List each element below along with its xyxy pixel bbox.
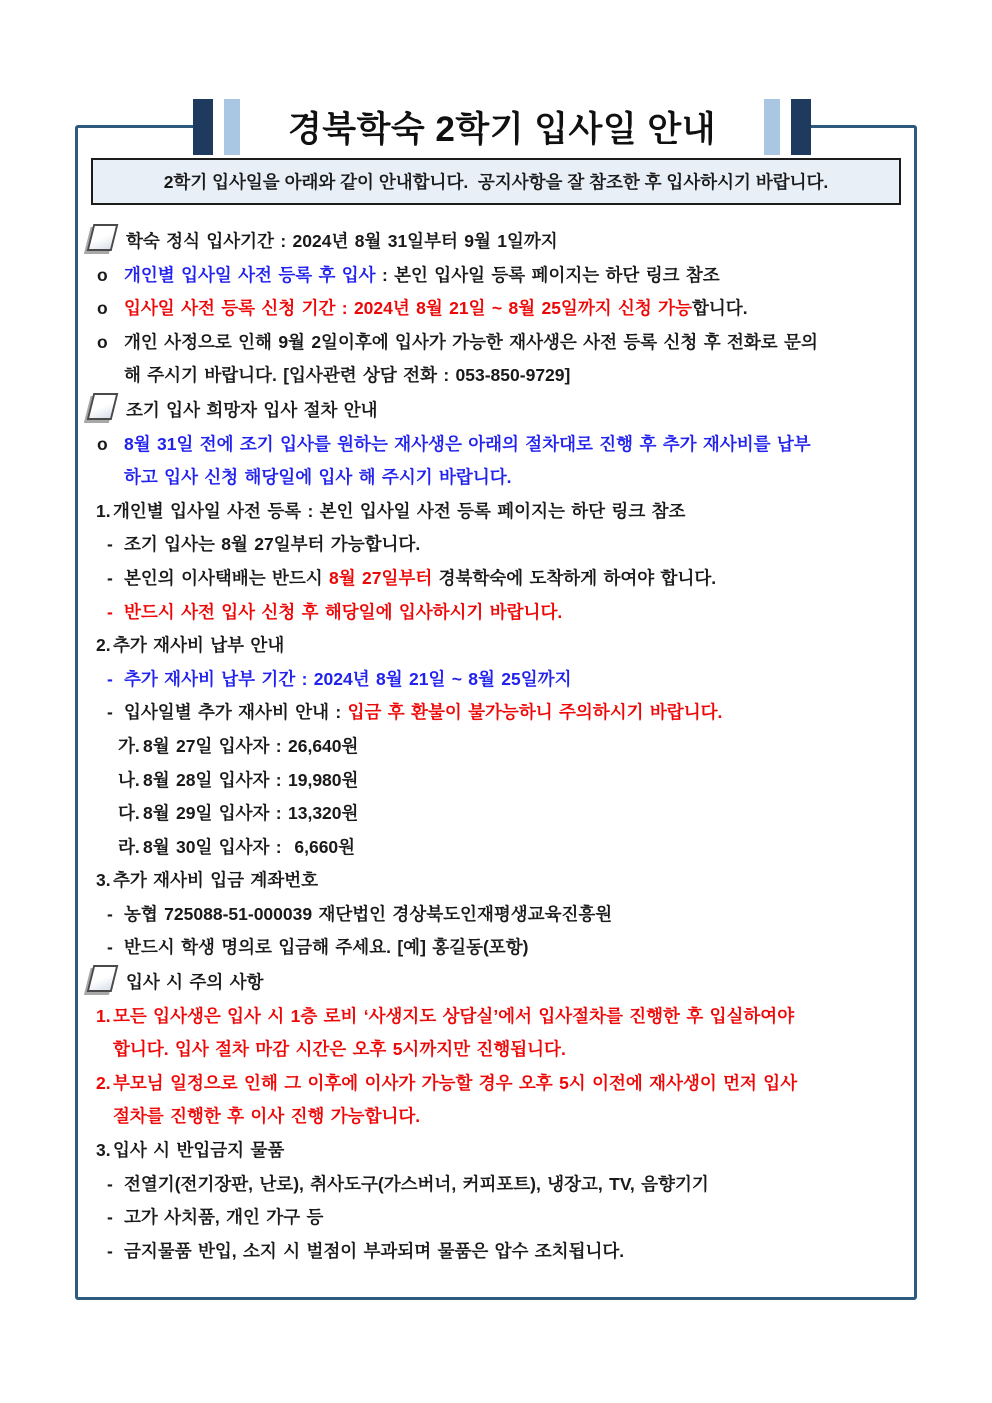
text-segment: 농협 725088-51-000039 재단법인 경상북도인재평생교육진흥원 (124, 903, 613, 924)
text-segment: 금지물품 반입, 소지 시 벌점이 부과되며 물품은 압수 조치됩니다. (124, 1240, 625, 1261)
list-marker: o (97, 298, 108, 319)
list-marker: 가. (118, 735, 140, 756)
text-segment: 반드시 학생 명의로 입금해 주세요. [예] 홍길동(포항) (124, 937, 529, 958)
section-heading (78, 393, 914, 428)
doc-line (78, 359, 914, 393)
doc-line (78, 831, 914, 865)
text-segment: 합니다. (692, 298, 748, 319)
doc-line (78, 663, 914, 697)
text-segment: 추가 재사비 입금 계좌번호 (113, 870, 319, 891)
list-marker: o (97, 264, 108, 285)
doc-line (78, 1235, 914, 1269)
list-marker: - (107, 937, 113, 958)
text-segment: 입사 시 반입금지 물품 (113, 1140, 285, 1161)
subtitle-banner (91, 158, 901, 205)
doc-line (78, 495, 914, 529)
note-icon (87, 224, 119, 251)
text-segment: 입사일 사전 등록 신청 기간 : 2024년 8월 21일 ~ 8월 25일까지 신청 가능 (124, 298, 692, 319)
doc-line (78, 428, 914, 462)
list-marker: 2. (96, 1072, 111, 1093)
text-segment: 개인별 입사일 사전 등록 : 본인 입사일 사전 등록 페이지는 하단 링크 참조 (113, 500, 686, 521)
subtitle-text: 2학기 입사일을 아래와 같이 안내합니다. 공지사항을 잘 참조한 후 입사하시기 바랍니다. (163, 172, 829, 192)
text-segment: 하고 입사 신청 해당일에 입사 해 주시기 바랍니다. (124, 467, 512, 488)
text-segment: 8월 28일 입사자 : 19,980원 (143, 769, 359, 790)
doc-line (78, 931, 914, 965)
text-segment: 합니다. 입사 절차 마감 시간은 오후 5시까지만 진행됩니다. (113, 1039, 566, 1060)
doc-line (78, 898, 914, 932)
text-segment: 입금 후 환불이 불가능하니 주의하시기 바랍니다. (347, 702, 723, 723)
section-heading (78, 224, 914, 259)
text-segment: 개인 사정으로 인해 9월 2일이후에 입사가 가능한 재사생은 사전 등록 신청 후 전화로 문의 (124, 331, 818, 352)
doc-line (78, 797, 914, 831)
document-frame (75, 125, 917, 1300)
doc-line (78, 292, 914, 326)
text-segment: 8월 29일 입사자 : 13,320원 (143, 803, 359, 824)
doc-body (78, 224, 914, 1268)
text-segment: 부모님 일정으로 인해 그 이후에 이사가 가능할 경우 오후 5시 이전에 재사생이 먼저 입사 (113, 1072, 798, 1093)
list-marker: 2. (96, 635, 111, 656)
list-marker: 1. (96, 500, 111, 521)
list-marker: - (107, 1207, 113, 1228)
list-marker: o (97, 331, 108, 352)
list-marker: 3. (96, 1140, 111, 1161)
doc-line (78, 461, 914, 495)
doc-line (78, 1100, 914, 1134)
text-segment: 경북학숙에 도착하게 하여야 합니다. (438, 567, 717, 588)
text-segment: 추가 재사비 납부 기간 : 2024년 8월 21일 ~ 8월 25일까지 (124, 668, 572, 689)
list-marker: o (97, 433, 108, 454)
list-marker: 3. (96, 870, 111, 891)
text-segment: 조기 입사는 8월 27일부터 가능합니다. (124, 534, 421, 555)
text-segment: 모든 입사생은 입사 시 1층 로비 ‘사생지도 상담실’에서 입사절차를 진행한 후 입실하여야 (113, 1005, 795, 1026)
note-icon (87, 393, 119, 420)
text-segment: 8월 31일 전에 조기 입사를 원하는 재사생은 아래의 절차대로 진행 후 추가 재사비를 납부 (124, 433, 811, 454)
text-segment: 8월 30일 입사자 : 6,660원 (143, 836, 356, 857)
text-segment: 개인별 입사일 사전 등록 후 입사 (124, 264, 376, 285)
list-marker: 1. (96, 1005, 111, 1026)
list-marker: - (107, 668, 113, 689)
section-heading (78, 965, 914, 1000)
text-segment: 전열기(전기장판, 난로), 취사도구(가스버너, 커피포트), 냉장고, TV, 음향기기 (124, 1173, 709, 1194)
title-accent-bar-dark-right (791, 99, 811, 155)
doc-line (78, 764, 914, 798)
doc-line (78, 629, 914, 663)
list-marker: 라. (118, 836, 140, 857)
text-segment: 반드시 사전 입사 신청 후 해당일에 입사하시기 바랍니다. (124, 601, 563, 622)
doc-line (78, 1168, 914, 1202)
doc-line (78, 259, 914, 293)
note-icon (87, 965, 119, 992)
text-segment: 고가 사치품, 개인 가구 등 (124, 1207, 324, 1228)
doc-line (78, 696, 914, 730)
doc-line (78, 596, 914, 630)
list-marker: - (107, 567, 113, 588)
doc-line (78, 528, 914, 562)
list-marker: - (107, 903, 113, 924)
title-accent-bar-light-left (224, 99, 240, 155)
doc-line (78, 1033, 914, 1067)
doc-line (78, 326, 914, 360)
doc-line (78, 1134, 914, 1168)
title-strip (193, 96, 811, 158)
title-accent-bar-light-right (764, 99, 780, 155)
text-segment: 입사 시 주의 사항 (126, 972, 264, 993)
doc-line (78, 864, 914, 898)
text-segment: : 본인 입사일 등록 페이지는 하단 링크 참조 (375, 264, 720, 285)
list-marker: - (107, 1173, 113, 1194)
doc-line (78, 1201, 914, 1235)
list-marker: 나. (118, 769, 140, 790)
doc-line (78, 562, 914, 596)
list-marker: - (107, 534, 113, 555)
list-marker: - (107, 1240, 113, 1261)
text-segment: 절차를 진행한 후 이사 진행 가능합니다. (113, 1106, 421, 1127)
page-title: 경북학숙 2학기 입사일 안내 (287, 110, 717, 149)
title-accent-bar-dark-left (193, 99, 213, 155)
list-marker: - (107, 601, 113, 622)
doc-line (78, 1067, 914, 1101)
list-marker: 다. (118, 803, 140, 824)
text-segment: 8월 27일부터 (329, 567, 439, 588)
text-segment: 해 주시기 바랍니다. [입사관련 상담 전화 : 053-850-9729] (124, 365, 571, 386)
text-segment: 입사일별 추가 재사비 안내 : (124, 702, 348, 723)
text-segment: 추가 재사비 납부 안내 (113, 635, 285, 656)
doc-line (78, 1000, 914, 1034)
list-marker: - (107, 702, 113, 723)
doc-line (78, 730, 914, 764)
text-segment: 8월 27일 입사자 : 26,640원 (143, 735, 359, 756)
text-segment: 본인의 이사택배는 반드시 (124, 567, 330, 588)
text-segment: 학숙 정식 입사기간 : 2024년 8월 31일부터 9월 1일까지 (126, 231, 558, 251)
text-segment: 조기 입사 희망자 입사 절차 안내 (126, 399, 378, 420)
